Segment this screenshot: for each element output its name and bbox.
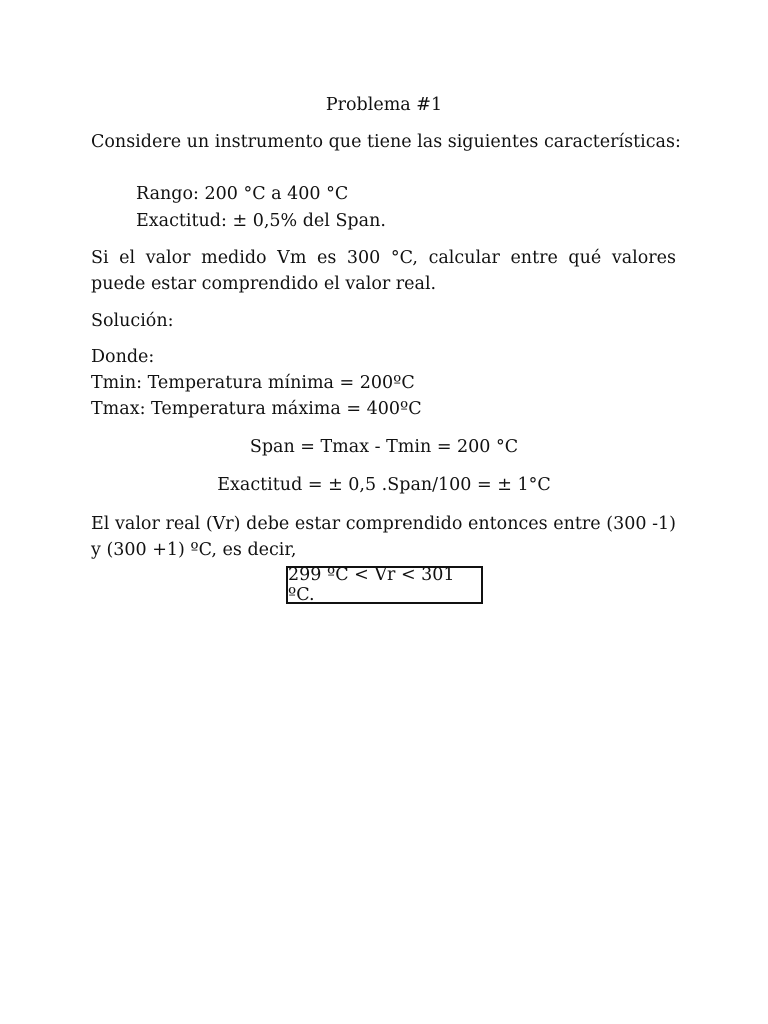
tmax-definition: Tmax: Temperatura máxima = 400ºC	[91, 399, 422, 419]
where-label: Donde:	[91, 347, 155, 367]
range-spec: Rango: 200 °C a 400 °C	[136, 184, 349, 204]
tmin-definition: Tmin: Temperatura mínima = 200ºC	[91, 373, 415, 393]
result-text: 299 ºC < Vr < 301 ºC.	[288, 565, 455, 605]
accuracy-spec: Exactitud: ± 0,5% del Span.	[136, 211, 386, 231]
question-paragraph: Si el valor medido Vm es 300 °C, calcular entre qué valores puede estar comprendido el valor real.	[91, 248, 676, 294]
accuracy-equation: Exactitud = ± 0,5 .Span/100 = ± 1°C	[217, 475, 551, 495]
conclusion-paragraph: El valor real (Vr) debe estar comprendido entonces entre (300 -1) y (300 +1) ºC, es decir,	[91, 514, 676, 560]
intro-text: Considere un instrumento que tiene las siguientes características:	[91, 132, 681, 152]
span-equation: Span = Tmax - Tmin = 200 °C	[249, 437, 519, 457]
result-box	[286, 566, 483, 604]
solution-label: Solución:	[91, 311, 174, 331]
problem-title: Problema #1	[325, 95, 443, 115]
